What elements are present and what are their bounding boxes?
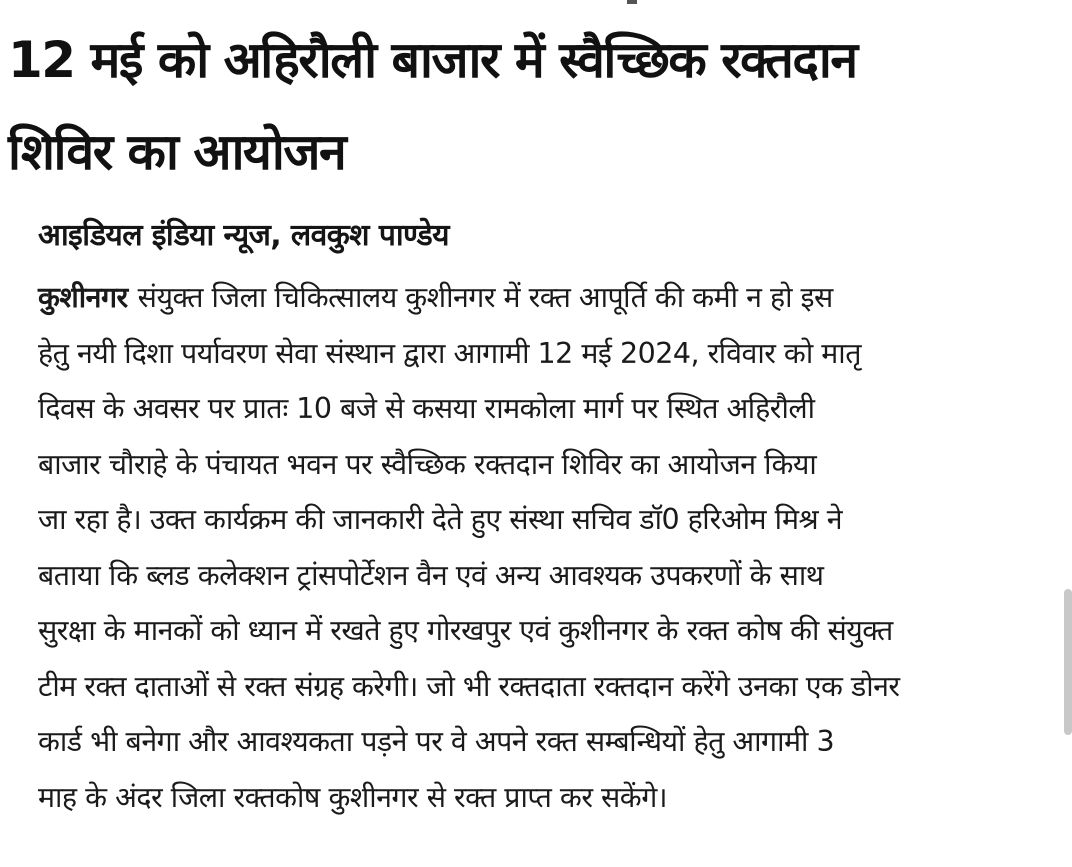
article-body xyxy=(38,270,1044,825)
article-dateline: कुशीनगर xyxy=(38,281,128,314)
body-line: कार्ड भी बनेगा और आवश्यकता पड़ने पर वे अपने रक्त सम्बन्धियों हेतु आगामी 3 xyxy=(38,725,835,758)
body-line: बताया कि ब्लड कलेक्शन ट्रांसपोर्टेशन वैन एवं अन्य आवश्यक उपकरणों के साथ xyxy=(38,558,824,592)
headline-line: 12 मई को अहिरौली बाजार में स्वैच्छिक रक्तदान xyxy=(8,31,857,89)
body-line: टीम रक्त दाताओं से रक्त संग्रह करेगी। जो भी रक्तदाता रक्तदान करेंगे उनका एक डोनर xyxy=(38,669,900,703)
body-line-text: संयुक्त जिला चिकित्सालय कुशीनगर में रक्त आपूर्ति की कमी न हो इस xyxy=(137,281,833,314)
body-line: हेतु नयी दिशा पर्यावरण सेवा संस्थान द्वारा आगामी 12 मई 2024, रविवार को मातृ xyxy=(38,336,861,370)
top-edge-mark xyxy=(627,0,637,4)
body-line: जा रहा है। उक्त कार्यक्रम की जानकारी देते हुए संस्था सचिव डॉ0 हरिओम मिश्र ने xyxy=(38,503,843,536)
body-line: बाजार चौराहे के पंचायत भवन पर स्वैच्छिक रक्तदान शिविर का आयोजन किया xyxy=(38,447,817,481)
vertical-scrollbar-thumb[interactable] xyxy=(1064,589,1072,735)
headline-line: शिविर का आयोजन xyxy=(8,123,346,181)
body-line xyxy=(38,270,1044,326)
body-line: सुरक्षा के मानकों को ध्यान में रखते हुए गोरखपुर एवं कुशीनगर के रक्त कोष की संयुक्त xyxy=(38,614,893,647)
body-line: माह के अंदर जिला रक्तकोष कुशीनगर से रक्त प्राप्त कर सकेंगे। xyxy=(38,780,668,814)
article-headline xyxy=(8,14,1058,198)
article-byline: आइडियल इंडिया न्यूज, लवकुश पाण्डेय xyxy=(38,218,449,253)
body-line: दिवस के अवसर पर प्रातः 10 बजे से कसया रामकोला मार्ग पर स्थित अहिरौली xyxy=(38,392,815,425)
